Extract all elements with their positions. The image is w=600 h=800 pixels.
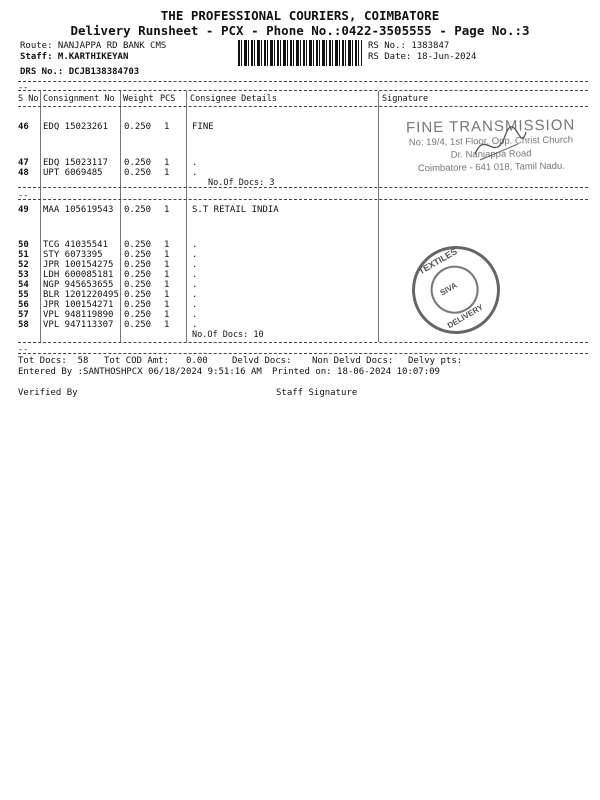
row-consignee: . bbox=[192, 320, 198, 330]
row-weight: 0.250 bbox=[124, 168, 152, 178]
row-consignee: . bbox=[192, 250, 198, 260]
stamp-address-1: No: 19/4, 1st Floor, Opp. Christ Church bbox=[408, 134, 574, 149]
row-sno: 47 bbox=[18, 158, 29, 168]
row-consignment: UPT 6069485 bbox=[43, 168, 103, 178]
row-pcs: 1 bbox=[164, 290, 170, 300]
row-sno: 51 bbox=[18, 250, 29, 260]
verified-by: Verified By bbox=[18, 388, 78, 398]
row-consignment: STY 6073395 bbox=[43, 250, 103, 260]
row-consignment: JPR 100154271 bbox=[43, 300, 114, 310]
footer-dash: -- bbox=[18, 345, 29, 355]
row-pcs: 1 bbox=[164, 320, 170, 330]
row-weight: 0.250 bbox=[124, 290, 152, 300]
stamp-address-2: Dr. Nanjappa Road bbox=[450, 148, 532, 161]
rs-date: RS Date: 18-Jun-2024 bbox=[368, 52, 477, 62]
drs-label: DRS No.: DCJB138384703 bbox=[20, 67, 140, 77]
stamp-address-3: Coimbatore - 641 018, Tamil Nadu. bbox=[417, 160, 566, 175]
row-sno: 46 bbox=[18, 122, 29, 132]
stamp-round-mid: SIVA bbox=[438, 280, 459, 298]
row-consignment: NGP 945653655 bbox=[43, 280, 114, 290]
col-consignment: Consignment No bbox=[43, 94, 115, 104]
row-sno: 56 bbox=[18, 300, 29, 310]
staff-label: Staff: M.KARTHIKEYAN bbox=[20, 52, 129, 62]
row-weight: 0.250 bbox=[124, 250, 152, 260]
stamp-company: FINE TRANSMISSION bbox=[405, 116, 576, 137]
total-cod-value: 0.00 bbox=[186, 356, 208, 366]
col-pcs: PCS bbox=[160, 94, 176, 104]
company-name: THE PROFESSIONAL COURIERS, COIMBATORE bbox=[160, 8, 440, 23]
row-consignee: S.T RETAIL INDIA bbox=[192, 205, 279, 215]
row-consignment: BLR 1201220495 bbox=[43, 290, 119, 300]
stamp-round-bottom: DELIVERY bbox=[445, 302, 485, 331]
row-pcs: 1 bbox=[164, 300, 170, 310]
row-consignee: . bbox=[192, 158, 198, 168]
delivered-docs: Delvd Docs: bbox=[232, 356, 292, 366]
row-pcs: 1 bbox=[164, 250, 170, 260]
row-weight: 0.250 bbox=[124, 122, 152, 132]
textiles-round-stamp bbox=[396, 230, 516, 350]
row-weight: 0.250 bbox=[124, 270, 152, 280]
row-pcs: 1 bbox=[164, 240, 170, 250]
row-consignee: . bbox=[192, 240, 198, 250]
printed-on: Printed on: 18-06-2024 10:07:09 bbox=[272, 367, 440, 377]
rs-number: RS No.: 1383847 bbox=[368, 41, 450, 51]
row-pcs: 1 bbox=[164, 280, 170, 290]
row-pcs: 1 bbox=[164, 158, 170, 168]
barcode bbox=[238, 40, 362, 66]
row-weight: 0.250 bbox=[124, 280, 152, 290]
total-cod-label: Tot COD Amt: bbox=[104, 356, 170, 366]
docs-count: No.Of Docs: 10 bbox=[192, 330, 264, 340]
row-consignment: EDQ 15023117 bbox=[43, 158, 109, 168]
row-consignee: . bbox=[192, 290, 198, 300]
row-consignee: . bbox=[192, 270, 198, 280]
docs-count: No.Of Docs: 3 bbox=[208, 178, 275, 188]
row-pcs: 1 bbox=[164, 260, 170, 270]
row-consignment: LDH 600085181 bbox=[43, 270, 114, 280]
row-weight: 0.250 bbox=[124, 260, 152, 270]
row-consignee: . bbox=[192, 280, 198, 290]
row-pcs: 1 bbox=[164, 122, 170, 132]
row-consignee: FINE bbox=[192, 122, 214, 132]
row-weight: 0.250 bbox=[124, 205, 152, 215]
row-consignment: JPR 100154275 bbox=[43, 260, 114, 270]
non-delivered-docs: Non Delvd Docs: bbox=[312, 356, 394, 366]
stamp-round-top: TEXTILES bbox=[416, 246, 459, 277]
row-consignment: TCG 41035541 bbox=[43, 240, 109, 250]
group-dash: -- bbox=[18, 191, 29, 201]
row-pcs: 1 bbox=[164, 205, 170, 215]
total-docs: Tot Docs: 58 bbox=[18, 356, 89, 366]
row-sno: 58 bbox=[18, 320, 29, 330]
delivery-points: Delvy pts: bbox=[408, 356, 463, 366]
entered-by: Entered By :SANTHOSHPCX 06/18/2024 9:51:16 AM bbox=[18, 367, 262, 377]
row-sno: 50 bbox=[18, 240, 29, 250]
col-weight: Weight bbox=[123, 94, 154, 104]
row-weight: 0.250 bbox=[124, 300, 152, 310]
row-consignment: MAA 105619543 bbox=[43, 205, 114, 215]
route-label: Route: NANJAPPA RD BANK CMS bbox=[20, 41, 167, 51]
row-sno: 52 bbox=[18, 260, 29, 270]
row-weight: 0.250 bbox=[124, 240, 152, 250]
row-sno: 49 bbox=[18, 205, 29, 215]
row-weight: 0.250 bbox=[124, 320, 152, 330]
row-consignment: EDQ 15023261 bbox=[43, 122, 109, 132]
runsheet-subtitle: Delivery Runsheet - PCX - Phone No.:0422-3505555 - Page No.:3 bbox=[70, 23, 530, 38]
row-sno: 48 bbox=[18, 168, 29, 178]
row-consignment: VPL 948119890 bbox=[43, 310, 114, 320]
row-weight: 0.250 bbox=[124, 310, 152, 320]
signature-scribble bbox=[470, 124, 530, 168]
row-consignee: . bbox=[192, 260, 198, 270]
col-consignee: Consignee Details bbox=[190, 94, 277, 104]
col-sno: S No bbox=[18, 94, 39, 104]
row-sno: 54 bbox=[18, 280, 29, 290]
staff-signature: Staff Signature bbox=[276, 388, 358, 398]
row-sno: 55 bbox=[18, 290, 29, 300]
row-consignment: VPL 947113307 bbox=[43, 320, 114, 330]
row-pcs: 1 bbox=[164, 168, 170, 178]
col-signature: Signature bbox=[382, 94, 429, 104]
row-pcs: 1 bbox=[164, 310, 170, 320]
row-consignee: . bbox=[192, 300, 198, 310]
row-pcs: 1 bbox=[164, 270, 170, 280]
row-weight: 0.250 bbox=[124, 158, 152, 168]
row-consignee: . bbox=[192, 310, 198, 320]
header-dash: -- bbox=[18, 83, 29, 93]
row-consignee: . bbox=[192, 168, 198, 178]
row-sno: 57 bbox=[18, 310, 29, 320]
row-sno: 53 bbox=[18, 270, 29, 280]
